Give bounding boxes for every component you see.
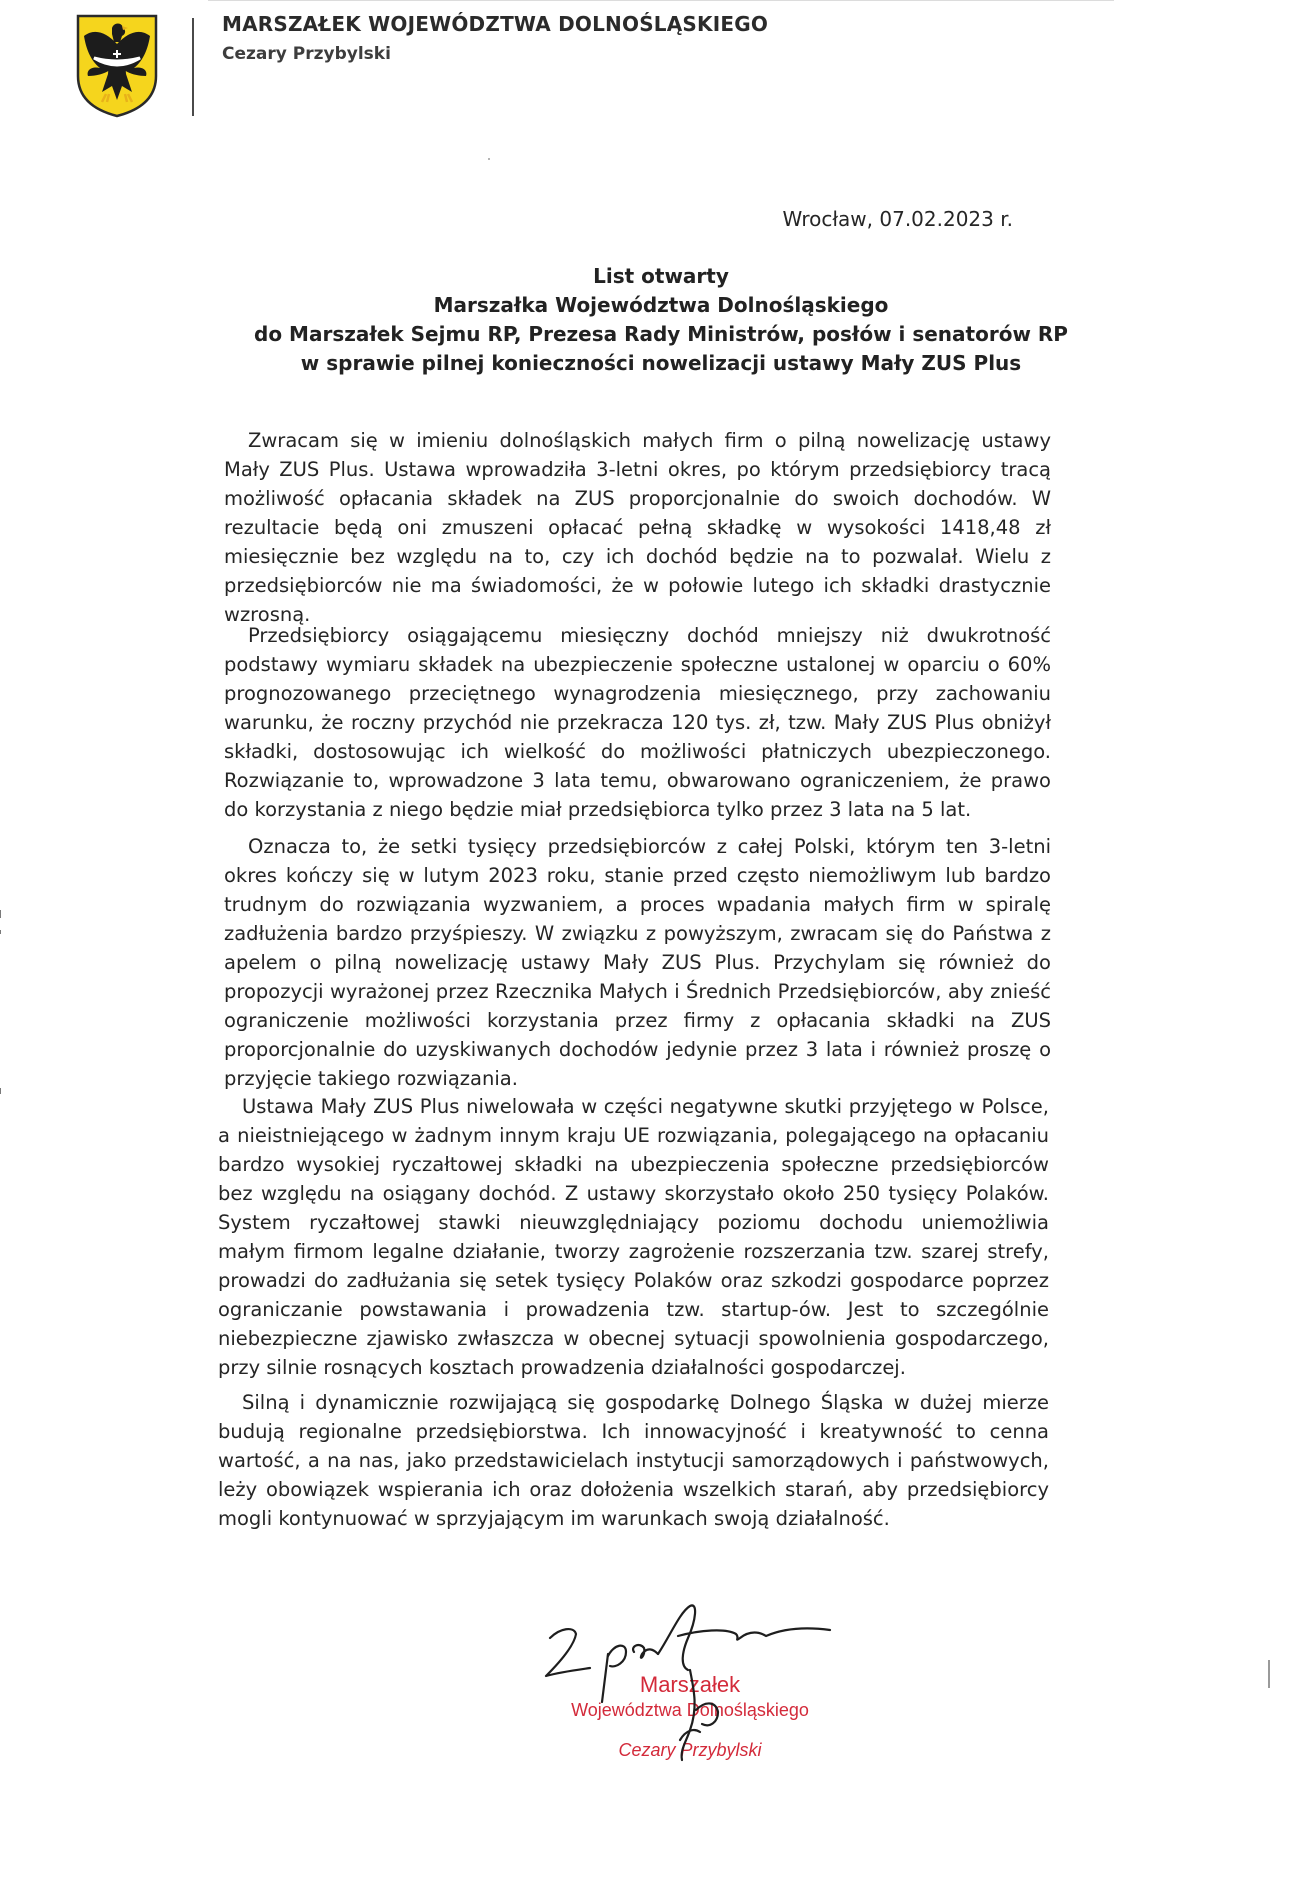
heading-line: Marszałka Województwa Dolnośląskiego <box>433 293 889 317</box>
stamp-org: Województwa Dolnośląskiego <box>571 1700 809 1720</box>
body-paragraph: Ustawa Mały ZUS Plus niwelowała w części negatywne skutki przyjętego w Polsce, a nieistniejącego w żadnym innym kraju UE rozwiązania, polegającego na opłacaniu bardzo wysokiej ryczałtowej składki na ubezpieczenia społeczne przedsiębiorców bez względu na osiągany dochód. Z ustawy skorzystało około 250 tysięcy Polaków. System ryczałtowej stawki nieuwzględniający poziomu dochodu uniemożliwia małym firmom legalne działanie, tworzy zagrożenie rozszerzania tzw. szarej strefy, prowadzi do zadłużania się setek tysięcy Polaków oraz szkodzi gospodarce poprzez ograniczanie powstawania i prowadzenia tzw. startup-ów. Jest to szczególnie niebezpieczne zjawisko zwłaszcza w obecnej sytuacji spowolnienia gospodarczego, przy silnie rosnących kosztach prowadzenia działalności gospodarczej. <box>218 1095 1049 1379</box>
scan-edge-mark <box>0 910 1 918</box>
scan-edge-mark <box>1268 1660 1270 1688</box>
scan-edge-mark <box>0 1088 1 1094</box>
handwritten-signature-icon <box>530 1590 870 1780</box>
scan-edge-mark <box>0 930 1 934</box>
body-paragraph: Zwracam się w imieniu dolnośląskich małych firm o pilną nowelizację ustawy Mały ZUS Plus. Ustawa wprowadziła 3-letni okres, po którym przedsiębiorcy tracą możliwość opłacania składek na ZUS proporcjonalnie do swoich dochodów. W rezultacie będą oni zmuszeni opłacać pełną składkę w wysokości 1418,48 zł miesięcznie bez względu na to, czy ich dochód będzie na to pozwalał. Wielu z przedsiębiorców nie ma świadomości, że w połowie lutego ich składki drastycznie wzrosną. <box>224 429 1051 626</box>
lower-silesia-eagle-crest-icon <box>76 14 158 118</box>
heading-line: w sprawie pilnej konieczności nowelizacji ustawy Mały ZUS Plus <box>300 351 1022 375</box>
letter-date: Wrocław, 07.02.2023 r. <box>782 207 1013 231</box>
stamp-name: Cezary Przybylski <box>618 1740 762 1760</box>
stamp-title: Marszałek <box>639 1672 741 1697</box>
org-title: MARSZAŁEK WOJEWÓDZTWA DOLNOŚLĄSKIEGO <box>222 12 769 36</box>
body-paragraph: Oznacza to, że setki tysięcy przedsiębiorców z całej Polski, którym ten 3-letni okres kończy się w lutym 2023 roku, stanie przed często niemożliwym lub bardzo trudnym do rozwiązania wyzwaniem, a proces wpadania małych firm w spiralę zadłużenia bardzo przyśpieszy. W związku z powyższym, zwracam się do Państwa z apelem o pilną nowelizację ustawy Mały ZUS Plus. Przychylam się również do propozycji wyrażonej przez Rzecznika Małych i Średnich Przedsiębiorców, aby znieść ograniczenie możliwości korzystania przez firmy z opłacania składki na ZUS proporcjonalnie do uzyskiwanych dochodów jedynie przez 3 lata i również proszę o przyjęcie takiego rozwiązania. <box>224 835 1051 1090</box>
body-paragraph: Przedsiębiorcy osiągającemu miesięczny dochód mniejszy niż dwukrotność podstawy wymiaru składek na ubezpieczenie społeczne ustalonej w oparciu o 60% prognozowanego przeciętnego wynagrodzenia miesięcznego, przy zachowaniu warunku, że roczny przychód nie przekracza 120 tys. zł, tzw. Mały ZUS Plus obniżył składki, dostosowując ich wielkość do możliwości płatniczych ubezpieczonego. Rozwiązanie to, wprowadzone 3 lata temu, obwarowano ograniczeniem, że prawo do korzystania z niego będzie miał przedsiębiorca tylko przez 3 lata na 5 lat. <box>224 624 1051 821</box>
header-divider <box>192 18 194 116</box>
heading-line: do Marszałek Sejmu RP, Prezesa Rady Ministrów, posłów i senatorów RP <box>254 322 1068 346</box>
org-person: Cezary Przybylski <box>222 44 391 64</box>
top-edge-rule <box>208 0 1114 1</box>
scan-speck <box>488 158 490 160</box>
heading-line: List otwarty <box>593 264 729 288</box>
letter-heading <box>208 262 1114 378</box>
body-paragraph: Silną i dynamicznie rozwijającą się gospodarkę Dolnego Śląska w dużej mierze budują regionalne przedsiębiorstwa. Ich innowacyjność i kreatywność to cenna wartość, a na nas, jako przedstawicielach instytucji samorządowych i państwowych, leży obowiązek wspierania ich oraz dołożenia wszelkich starań, aby przedsiębiorcy mogli kontynuować w sprzyjającym im warunkach swoją działalność. <box>218 1391 1049 1530</box>
